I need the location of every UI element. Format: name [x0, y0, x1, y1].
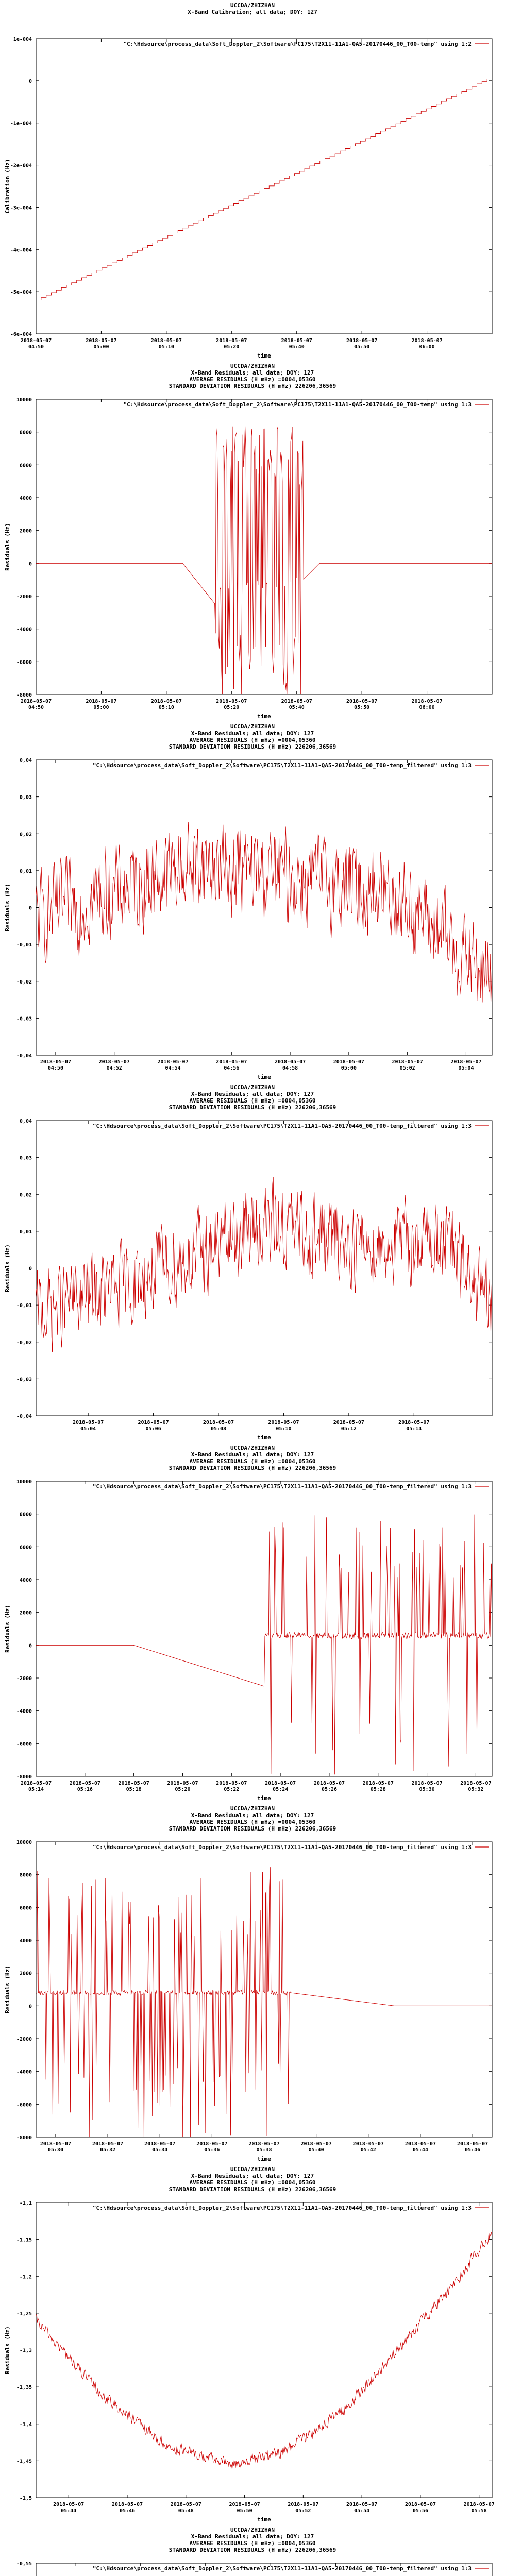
x-tick-label: 05:20: [224, 344, 240, 350]
y-tick-label: 0: [28, 1266, 32, 1272]
chart-panel: [0, 361, 505, 721]
y-tick-label: -6000: [16, 2102, 32, 2108]
y-tick-label: -4000: [16, 2069, 32, 2075]
x-tick-label: 04:52: [106, 1065, 122, 1071]
y-tick-label: -2000: [16, 2037, 32, 2042]
x-tick-label: 2018-05-07: [405, 2502, 436, 2507]
y-tick-label: 0,02: [19, 1192, 32, 1198]
y-tick-label: -2e-004: [10, 163, 32, 169]
x-tick-label: 2018-05-07: [264, 1781, 296, 1786]
x-tick-label: 05:44: [412, 2147, 428, 2153]
chart-title-line: UCCDA/ZHIZHAN: [230, 1805, 275, 1812]
y-tick-label: 2000: [19, 1610, 32, 1616]
y-tick-label: 4000: [19, 1578, 32, 1583]
chart-title-line: AVERAGE RESIDUALS (H mHz) =0004,05360: [189, 376, 316, 383]
x-tick-label: 2018-05-07: [157, 1059, 189, 1065]
x-tick-label: 2018-05-07: [20, 338, 52, 344]
x-tick-label: 06:00: [419, 705, 435, 710]
x-tick-label: 05:42: [360, 2147, 376, 2153]
legend-entry: "C:\Hdsource\process_data\Soft_Doppler_2\Software\PC175\T2X11-11A1-QA5-20170446_00_T00-temp" using 1:3: [123, 401, 472, 408]
chart-svg: [0, 1443, 505, 1803]
x-tick-label: 2018-05-07: [346, 2502, 378, 2507]
y-tick-label: 10000: [16, 397, 32, 403]
y-tick-label: 8000: [19, 430, 32, 436]
y-tick-label: -1,2: [19, 2274, 32, 2280]
y-axis-label: Residuals (Hz): [4, 884, 11, 931]
x-tick-label: 2018-05-07: [40, 1059, 72, 1065]
x-tick-label: 2018-05-07: [346, 699, 378, 704]
x-tick-label: 05:46: [119, 2508, 136, 2514]
x-tick-label: 05:16: [77, 1787, 93, 1792]
x-tick-label: 2018-05-07: [281, 699, 312, 704]
chart-title-line: STANDARD DEVIATION RESIDUALS (H mHz) 226206,36569: [169, 383, 336, 389]
x-tick-label: 05:46: [465, 2147, 481, 2153]
chart-title-line: X-Band Residuals; all data; DOY: 127: [191, 369, 314, 376]
x-tick-label: 2018-05-07: [300, 2141, 332, 2147]
x-tick-label: 2018-05-07: [138, 1420, 169, 1426]
y-tick-label: 0: [28, 78, 32, 84]
legend-entry: "C:\Hdsource\process_data\Soft_Doppler_2\Software\PC175\T2X11-11A1-QA5-20170446_00_T00-temp_filtered" using 1:3: [92, 1844, 472, 1851]
y-tick-label: 0,01: [19, 1229, 32, 1235]
x-tick-label: 2018-05-07: [20, 699, 52, 704]
x-tick-label: 2018-05-07: [86, 699, 117, 704]
x-tick-label: 05:20: [175, 1787, 191, 1792]
y-tick-label: 0,03: [19, 1155, 32, 1161]
x-tick-label: 2018-05-07: [460, 1781, 492, 1786]
chart-title-line: UCCDA/ZHIZHAN: [230, 1445, 275, 1451]
y-tick-label: 0: [28, 905, 32, 911]
chart-title-line: AVERAGE RESIDUALS (H mHz) =0004,05360: [189, 2540, 316, 2547]
x-tick-label: 05:52: [295, 2508, 311, 2514]
y-tick-label: 4000: [19, 496, 32, 501]
chart-title-line: STANDARD DEVIATION RESIDUALS (H mHz) 226206,36569: [169, 2547, 336, 2553]
y-tick-label: -6000: [16, 659, 32, 666]
y-tick-label: -6000: [16, 1741, 32, 1748]
y-tick-label: -0,02: [16, 1340, 32, 1346]
y-tick-label: 2000: [19, 1971, 32, 1977]
y-tick-label: -0,04: [16, 1053, 32, 1059]
series-line: [36, 822, 492, 1003]
y-axis-label: Calibration (Hz): [4, 159, 11, 214]
x-tick-label: 2018-05-07: [392, 1059, 423, 1065]
x-tick-label: 05:30: [419, 1787, 435, 1792]
x-tick-label: 2018-05-07: [288, 2502, 319, 2507]
x-tick-label: 2018-05-07: [40, 2141, 72, 2147]
y-tick-label: 0: [28, 1643, 32, 1649]
x-tick-label: 05:22: [224, 1787, 240, 1792]
x-tick-label: 05:04: [80, 1426, 96, 1432]
y-tick-label: 0,03: [19, 794, 32, 801]
legend-entry: "C:\Hdsource\process_data\Soft_Doppler_2\Software\PC175\T2X11-11A1-QA5-20170446_00_T00-temp_filtered" using 1:3: [92, 762, 472, 769]
y-tick-label: 0: [28, 2004, 32, 2010]
chart-title-line: UCCDA/ZHIZHAN: [230, 1084, 275, 1091]
chart-title-line: STANDARD DEVIATION RESIDUALS (H mHz) 226206,36569: [169, 743, 336, 750]
x-tick-label: 2018-05-07: [118, 1781, 149, 1786]
x-tick-label: 2018-05-07: [352, 2141, 384, 2147]
x-tick-label: 2018-05-07: [98, 1059, 130, 1065]
y-tick-label: -4000: [16, 626, 32, 633]
plot-frame: [36, 39, 492, 334]
x-tick-label: 2018-05-07: [333, 1059, 364, 1065]
x-tick-label: 05:50: [237, 2508, 252, 2514]
x-tick-label: 05:10: [158, 344, 174, 350]
y-tick-label: -0,03: [16, 1377, 32, 1383]
y-axis-label: Residuals (Hz): [4, 1605, 11, 1653]
y-tick-label: -1,1: [19, 2200, 32, 2206]
x-tick-label: 2018-05-07: [405, 2141, 436, 2147]
x-tick-label: 2018-05-07: [457, 2141, 489, 2147]
x-tick-label: 2018-05-07: [144, 2141, 176, 2147]
x-tick-label: 04:58: [282, 1065, 298, 1071]
chart-title-line: X-Band Residuals; all data; DOY: 127: [191, 2533, 314, 2540]
x-tick-label: 2018-05-07: [463, 2502, 495, 2507]
chart-svg: [0, 721, 505, 1082]
x-tick-label: 2018-05-07: [216, 699, 247, 704]
y-tick-label: -1,4: [19, 2421, 32, 2428]
y-tick-label: 10000: [16, 1479, 32, 1485]
x-tick-label: 2018-05-07: [411, 1781, 443, 1786]
x-tick-label: 05:36: [204, 2147, 220, 2153]
chart-title-line: AVERAGE RESIDUALS (H mHz) =0004,05360: [189, 1097, 316, 1104]
y-tick-label: 4000: [19, 1938, 32, 1944]
x-tick-label: 06:00: [419, 344, 435, 350]
chart-svg: [0, 1803, 505, 2164]
x-tick-label: 2018-05-07: [362, 1781, 394, 1786]
y-tick-label: 0,04: [19, 758, 32, 764]
x-tick-label: 05:40: [308, 2147, 324, 2153]
y-tick-label: -0,04: [16, 1414, 32, 1419]
x-tick-label: 05:24: [273, 1787, 289, 1792]
x-tick-label: 2018-05-07: [281, 338, 312, 344]
x-tick-label: 2018-05-07: [274, 1059, 306, 1065]
y-tick-label: -5e-004: [10, 290, 32, 296]
x-tick-label: 2018-05-07: [346, 338, 378, 344]
x-tick-label: 2018-05-07: [69, 1781, 100, 1786]
y-tick-label: 0,01: [19, 868, 32, 874]
x-tick-label: 05:50: [354, 705, 370, 710]
y-tick-label: -1,45: [16, 2459, 32, 2465]
chart-svg: [0, 361, 505, 721]
x-tick-label: 05:58: [471, 2508, 487, 2514]
y-tick-label: -1,25: [16, 2311, 32, 2317]
x-tick-label: 2018-05-07: [216, 1059, 247, 1065]
x-tick-label: 05:00: [341, 1065, 357, 1071]
chart-title-line: STANDARD DEVIATION RESIDUALS (H mHz) 226206,36569: [169, 1104, 336, 1111]
chart-svg: [0, 1082, 505, 1443]
y-tick-label: 2000: [19, 528, 32, 534]
chart-title-line: AVERAGE RESIDUALS (H mHz) =0004,05360: [189, 2179, 316, 2186]
x-tick-label: 04:50: [47, 1065, 63, 1071]
x-tick-label: 05:30: [47, 2147, 63, 2153]
x-tick-label: 2018-05-07: [73, 1420, 104, 1426]
chart-svg: [0, 2164, 505, 2524]
x-tick-label: 05:20: [224, 705, 240, 710]
x-tick-label: 2018-05-07: [411, 699, 443, 704]
x-tick-label: 2018-05-07: [167, 1781, 198, 1786]
x-tick-label: 05:06: [145, 1426, 161, 1432]
x-axis-label: time: [257, 1074, 271, 1080]
y-tick-label: -8000: [16, 2135, 32, 2141]
y-tick-label: -1,15: [16, 2237, 32, 2243]
x-tick-label: 04:50: [28, 344, 44, 350]
y-tick-label: 0,02: [19, 832, 32, 838]
chart-panel: [0, 1803, 505, 2164]
x-tick-label: 2018-05-07: [20, 1781, 52, 1786]
x-tick-label: 05:00: [93, 705, 109, 710]
y-tick-label: 6000: [19, 1545, 32, 1551]
chart-panel: [0, 1082, 505, 1443]
x-tick-label: 05:40: [289, 705, 305, 710]
series-line: [36, 1515, 492, 1775]
y-tick-label: -1,5: [19, 2496, 32, 2501]
legend-entry: "C:\Hdsource\process_data\Soft_Doppler_2\Software\PC175\T2X11-11A1-QA5-20170446_00_T00-temp_filtered" using 1:3: [92, 1123, 472, 1129]
x-tick-label: 2018-05-07: [313, 1781, 345, 1786]
series-line: [36, 427, 492, 695]
x-axis-label: time: [257, 2516, 271, 2523]
y-tick-label: -0,01: [16, 942, 32, 948]
y-tick-label: 1e-004: [13, 37, 32, 42]
legend-entry: "C:\Hdsource\process_data\Soft_Doppler_2\Software\PC175\T2X11-11A1-QA5-20170446_00_T00-temp_filtered" using 1:3: [92, 1483, 472, 1490]
x-axis-label: time: [257, 2156, 271, 2162]
x-tick-label: 2018-05-07: [150, 338, 182, 344]
y-tick-label: 10000: [16, 1840, 32, 1845]
y-tick-label: -8000: [16, 1774, 32, 1780]
x-tick-label: 04:56: [224, 1065, 240, 1071]
series-line: [36, 1867, 492, 2137]
y-axis-label: Residuals (Hz): [4, 2326, 11, 2374]
x-tick-label: 04:54: [165, 1065, 181, 1071]
chart-title-line: AVERAGE RESIDUALS (H mHz) =0004,05360: [189, 1819, 316, 1825]
x-tick-label: 05:10: [276, 1426, 292, 1432]
x-axis-label: time: [257, 713, 271, 720]
x-tick-label: 2018-05-07: [216, 1781, 247, 1786]
y-tick-label: -4000: [16, 1708, 32, 1715]
x-tick-label: 05:50: [354, 344, 370, 350]
chart-title-line: STANDARD DEVIATION RESIDUALS (H mHz) 226206,36569: [169, 2186, 336, 2193]
chart-title-line: UCCDA/ZHIZHAN: [230, 723, 275, 730]
x-tick-label: 05:28: [370, 1787, 386, 1792]
chart-title-line: X-Band Residuals; all data; DOY: 127: [191, 1091, 314, 1097]
chart-title-line: STANDARD DEVIATION RESIDUALS (H mHz) 226206,36569: [169, 1465, 336, 1471]
y-tick-label: -8000: [16, 692, 32, 698]
x-tick-label: 05:54: [354, 2508, 370, 2514]
y-axis-label: Residuals (Hz): [4, 523, 11, 571]
y-tick-label: -3e-004: [10, 205, 32, 211]
chart-panel: [0, 2524, 505, 2576]
y-tick-label: -2000: [16, 594, 32, 600]
chart-panel: [0, 2164, 505, 2524]
x-tick-label: 04:50: [28, 705, 44, 710]
chart-title-line: X-Band Residuals; all data; DOY: 127: [191, 2173, 314, 2179]
series-line: [36, 2232, 492, 2469]
x-tick-label: 05:34: [152, 2147, 168, 2153]
y-tick-label: -2000: [16, 1676, 32, 1682]
chart-panel: [0, 1443, 505, 1803]
chart-svg: [0, 2524, 505, 2576]
chart-panel: [0, 0, 505, 361]
y-tick-label: -0,55: [16, 2561, 32, 2567]
x-tick-label: 05:08: [210, 1426, 227, 1432]
x-tick-label: 2018-05-07: [398, 1420, 430, 1426]
x-tick-label: 05:14: [406, 1426, 422, 1432]
x-tick-label: 05:02: [399, 1065, 415, 1071]
x-tick-label: 05:26: [321, 1787, 337, 1792]
x-tick-label: 2018-05-07: [170, 2502, 201, 2507]
x-tick-label: 2018-05-07: [86, 338, 117, 344]
chart-title-line: UCCDA/ZHIZHAN: [230, 2166, 275, 2173]
chart-title-line: X-Band Residuals; all data; DOY: 127: [191, 1812, 314, 1819]
chart-title-line: UCCDA/ZHIZHAN: [230, 363, 275, 369]
chart-title-line: X-Band Residuals; all data; DOY: 127: [191, 730, 314, 737]
x-tick-label: 2018-05-07: [248, 2141, 280, 2147]
chart-title-line: AVERAGE RESIDUALS (H mHz) =0004,05360: [189, 1458, 316, 1465]
x-tick-label: 05:32: [468, 1787, 484, 1792]
chart-title-line: AVERAGE RESIDUALS (H mHz) =0004,05360: [189, 737, 316, 743]
x-tick-label: 05:56: [412, 2508, 428, 2514]
x-tick-label: 2018-05-07: [196, 2141, 228, 2147]
y-tick-label: -1,3: [19, 2348, 32, 2354]
x-tick-label: 2018-05-07: [111, 2502, 143, 2507]
y-tick-label: -0,02: [16, 979, 32, 985]
y-axis-label: Residuals (Hz): [4, 1244, 11, 1292]
chart-title-line: STANDARD DEVIATION RESIDUALS (H mHz) 226206,36569: [169, 1825, 336, 1832]
x-tick-label: 05:40: [289, 344, 305, 350]
y-tick-label: 0: [28, 561, 32, 567]
y-tick-label: 8000: [19, 1512, 32, 1518]
y-tick-label: -0,01: [16, 1303, 32, 1309]
y-tick-label: 8000: [19, 1872, 32, 1878]
x-axis-label: time: [257, 352, 271, 359]
chart-title-line: X-Band Residuals; all data; DOY: 127: [191, 1451, 314, 1458]
x-axis-label: time: [257, 1795, 271, 1802]
x-tick-label: 2018-05-07: [53, 2502, 85, 2507]
y-axis-label: Residuals (Hz): [4, 1965, 11, 2013]
x-tick-label: 05:04: [458, 1065, 474, 1071]
x-tick-label: 2018-05-07: [411, 338, 443, 344]
plot-frame: [36, 2202, 492, 2498]
legend-entry: "C:\Hdsource\process_data\Soft_Doppler_2\Software\PC175\T2X11-11A1-QA5-20170446_00_T00-temp_filtered" using 1:3: [92, 2565, 472, 2572]
x-tick-label: 05:44: [61, 2508, 77, 2514]
x-tick-label: 2018-05-07: [268, 1420, 299, 1426]
x-tick-label: 2018-05-07: [150, 699, 182, 704]
x-tick-label: 2018-05-07: [92, 2141, 124, 2147]
chart-title-line: UCCDA/ZHIZHAN: [230, 2527, 275, 2533]
chart-panel: [0, 721, 505, 1082]
y-tick-label: -6e-004: [10, 332, 32, 337]
x-tick-label: 2018-05-07: [229, 2502, 260, 2507]
x-tick-label: 2018-05-07: [216, 338, 247, 344]
legend-entry: "C:\Hdsource\process_data\Soft_Doppler_2\Software\PC175\T2X11-11A1-QA5-20170446_00_T00-temp" using 1:2: [123, 41, 472, 47]
y-tick-label: 6000: [19, 463, 32, 469]
x-tick-label: 05:32: [100, 2147, 116, 2153]
y-tick-label: -1e-004: [10, 121, 32, 127]
chart-title-line: UCCDA/ZHIZHAN: [230, 2, 275, 9]
series-line: [36, 77, 492, 300]
legend-entry: "C:\Hdsource\process_data\Soft_Doppler_2\Software\PC175\T2X11-11A1-QA5-20170446_00_T00-temp_filtered" using 1:3: [92, 2205, 472, 2211]
y-tick-label: -0,03: [16, 1016, 32, 1022]
x-tick-label: 2018-05-07: [450, 1059, 482, 1065]
x-tick-label: 05:48: [178, 2508, 194, 2514]
chart-svg: [0, 0, 505, 361]
plot-frame: [36, 1121, 492, 1416]
chart-title-line: X-Band Calibration; all data; DOY: 127: [188, 9, 317, 15]
x-tick-label: 05:18: [126, 1787, 142, 1792]
x-tick-label: 2018-05-07: [333, 1420, 364, 1426]
x-tick-label: 05:00: [93, 344, 109, 350]
x-tick-label: 05:12: [341, 1426, 357, 1432]
x-axis-label: time: [257, 1434, 271, 1441]
x-tick-label: 05:38: [256, 2147, 272, 2153]
x-tick-label: 05:14: [28, 1787, 44, 1792]
x-tick-label: 2018-05-07: [203, 1420, 234, 1426]
series-line: [36, 1177, 492, 1352]
y-tick-label: -1,35: [16, 2385, 32, 2391]
y-tick-label: 6000: [19, 1905, 32, 1911]
x-tick-label: 05:10: [158, 705, 174, 710]
y-tick-label: 0,04: [19, 1118, 32, 1124]
y-tick-label: -4e-004: [10, 247, 32, 253]
